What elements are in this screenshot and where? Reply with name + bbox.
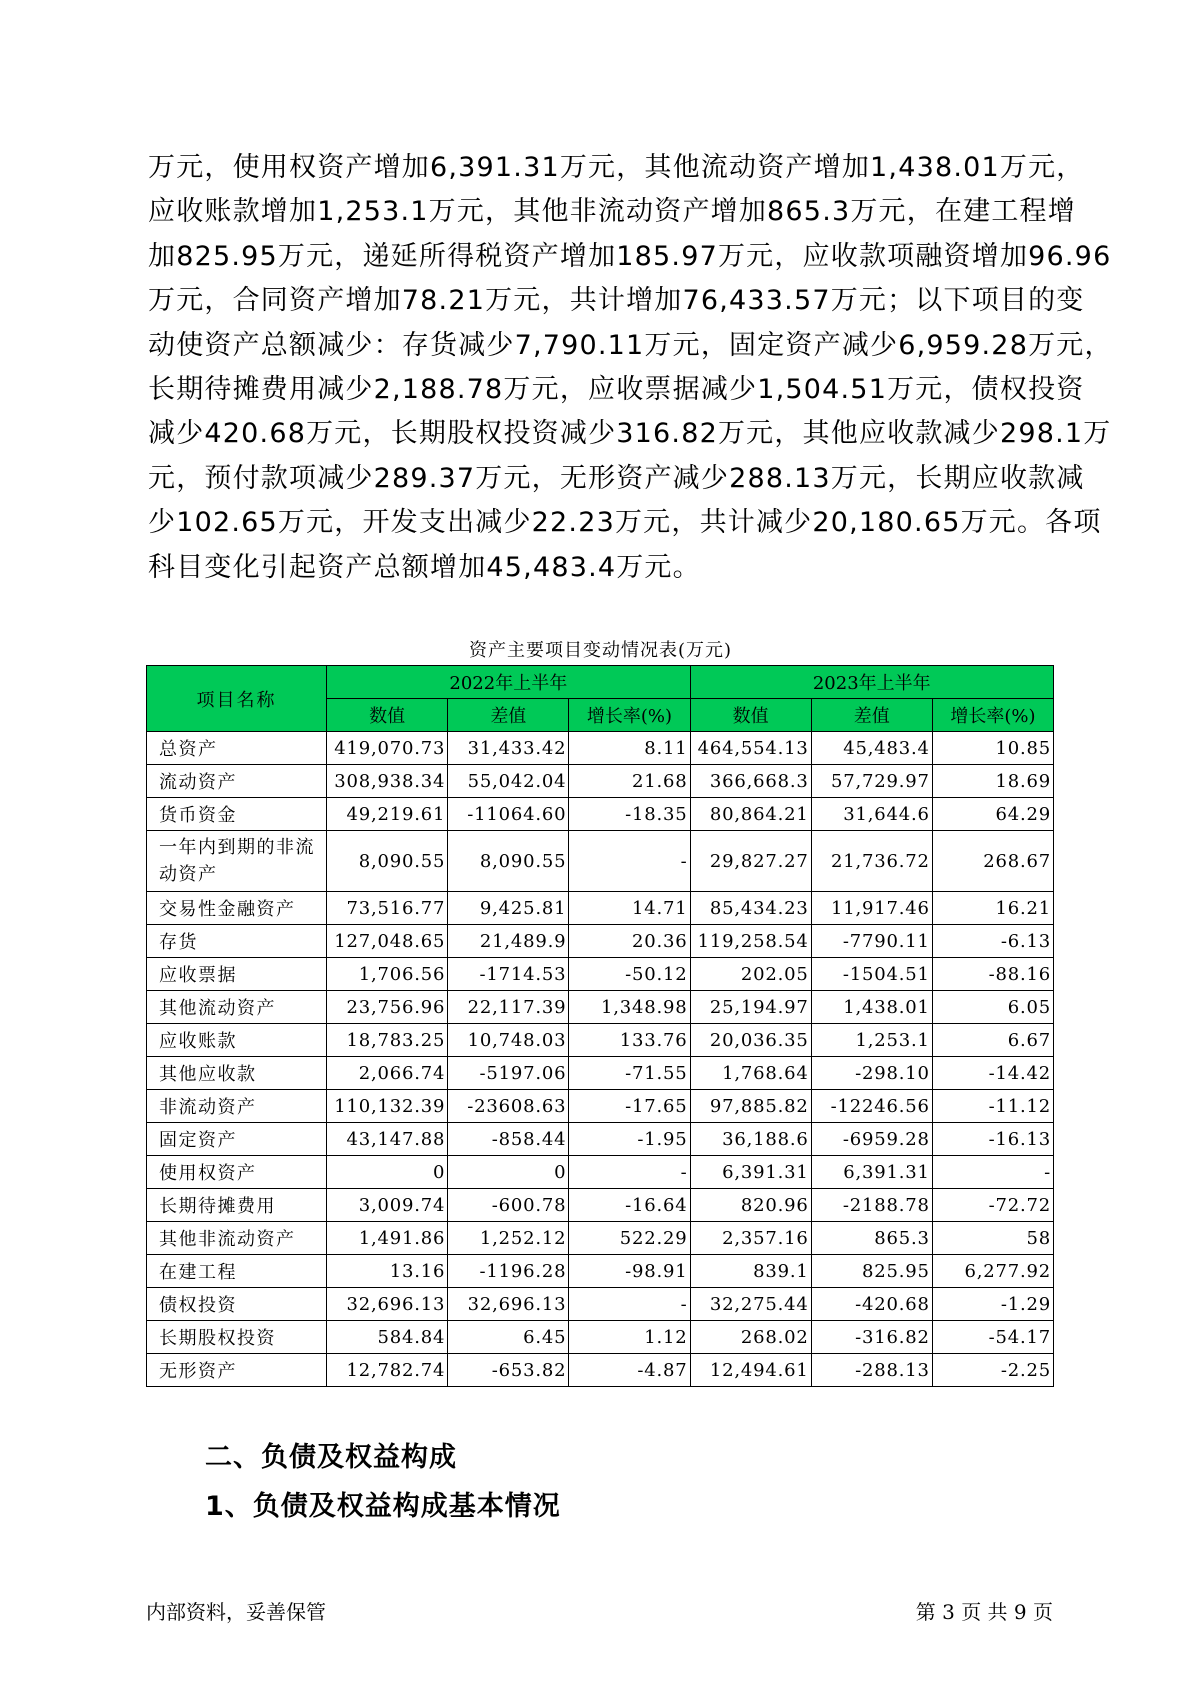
row-value-cell: -72.72 — [932, 1189, 1053, 1222]
table-row — [147, 1090, 1054, 1123]
table-row — [147, 925, 1054, 958]
row-value-cell: 6,391.31 — [690, 1156, 811, 1189]
row-value-cell: -316.82 — [811, 1321, 932, 1354]
table-row — [147, 1354, 1054, 1387]
row-value-cell: 22,117.39 — [448, 991, 569, 1024]
row-value-cell: 419,070.73 — [327, 732, 448, 765]
row-item-name: 债权投资 — [147, 1288, 327, 1321]
row-value-cell: -600.78 — [448, 1189, 569, 1222]
row-value-cell: -50.12 — [569, 958, 690, 991]
row-value-cell: 133.76 — [569, 1024, 690, 1057]
row-value-cell: 865.3 — [811, 1222, 932, 1255]
row-item-name: 流动资产 — [147, 765, 327, 798]
row-value-cell: 127,048.65 — [327, 925, 448, 958]
table-body — [147, 732, 1054, 1387]
table-row — [147, 1123, 1054, 1156]
row-value-cell: 268.67 — [932, 831, 1053, 892]
row-value-cell: 825.95 — [811, 1255, 932, 1288]
table-row — [147, 798, 1054, 831]
section-heading: 二、负债及权益构成 — [205, 1442, 457, 1473]
row-value-cell: 1,706.56 — [327, 958, 448, 991]
row-value-cell: 25,194.97 — [690, 991, 811, 1024]
header-diff-2022: 差值 — [448, 699, 569, 732]
row-item-name: 交易性金融资产 — [147, 892, 327, 925]
row-value-cell: 6,277.92 — [932, 1255, 1053, 1288]
row-value-cell: -288.13 — [811, 1354, 932, 1387]
row-value-cell: - — [569, 1156, 690, 1189]
row-value-cell: 110,132.39 — [327, 1090, 448, 1123]
row-value-cell: 522.29 — [569, 1222, 690, 1255]
row-value-cell: -4.87 — [569, 1354, 690, 1387]
asset-change-table — [146, 665, 1054, 1387]
row-value-cell: -5197.06 — [448, 1057, 569, 1090]
row-value-cell: 584.84 — [327, 1321, 448, 1354]
header-diff-2023: 差值 — [811, 699, 932, 732]
paragraph-line: 动使资产总额减少：存货减少7,790.11万元，固定资产减少6,959.28万元， — [148, 329, 1113, 361]
subsection-heading: 1、负债及权益构成基本情况 — [205, 1491, 561, 1522]
paragraph-line: 长期待摊费用减少2,188.78万元，应收票据减少1,504.51万元，债权投资 — [148, 373, 1085, 405]
row-item-name: 长期待摊费用 — [147, 1189, 327, 1222]
row-value-cell: - — [569, 1288, 690, 1321]
row-value-cell: -17.65 — [569, 1090, 690, 1123]
row-item-name: 非流动资产 — [147, 1090, 327, 1123]
row-value-cell: 3,009.74 — [327, 1189, 448, 1222]
table-row — [147, 1189, 1054, 1222]
row-value-cell: 29,827.27 — [690, 831, 811, 892]
row-value-cell: -2.25 — [932, 1354, 1053, 1387]
row-value-cell: 202.05 — [690, 958, 811, 991]
table-caption: 资产主要项目变动情况表(万元) — [468, 640, 733, 661]
row-value-cell: 6.45 — [448, 1321, 569, 1354]
table-row — [147, 1288, 1054, 1321]
row-value-cell: 0 — [448, 1156, 569, 1189]
row-item-name: 在建工程 — [147, 1255, 327, 1288]
paragraph-line: 科目变化引起资产总额增加45,483.4万元。 — [148, 551, 701, 583]
table-row — [147, 1222, 1054, 1255]
row-value-cell: 13.16 — [327, 1255, 448, 1288]
header-row-periods — [147, 666, 1054, 699]
row-item-name: 总资产 — [147, 732, 327, 765]
row-value-cell: -298.10 — [811, 1057, 932, 1090]
row-value-cell: 1,491.86 — [327, 1222, 448, 1255]
row-value-cell: 1,348.98 — [569, 991, 690, 1024]
footer-confidential-note: 内部资料，妥善保管 — [146, 1600, 326, 1624]
table-row — [147, 1057, 1054, 1090]
row-value-cell: -11064.60 — [448, 798, 569, 831]
row-value-cell: -6.13 — [932, 925, 1053, 958]
row-value-cell: -23608.63 — [448, 1090, 569, 1123]
row-item-name: 使用权资产 — [147, 1156, 327, 1189]
row-item-name: 应收票据 — [147, 958, 327, 991]
row-value-cell: 58 — [932, 1222, 1053, 1255]
row-value-cell: -1714.53 — [448, 958, 569, 991]
row-value-cell: 308,938.34 — [327, 765, 448, 798]
row-value-cell: 32,275.44 — [690, 1288, 811, 1321]
row-value-cell: 10,748.03 — [448, 1024, 569, 1057]
paragraph-line: 加825.95万元，递延所得税资产增加185.97万元，应收款项融资增加96.96 — [148, 240, 1112, 272]
table-row — [147, 765, 1054, 798]
table-row — [147, 1321, 1054, 1354]
table-row — [147, 1156, 1054, 1189]
row-value-cell: -14.42 — [932, 1057, 1053, 1090]
row-value-cell: 11,917.46 — [811, 892, 932, 925]
header-rate-2022: 增长率(%) — [569, 699, 690, 732]
row-value-cell: 0 — [327, 1156, 448, 1189]
row-value-cell: 32,696.13 — [448, 1288, 569, 1321]
row-value-cell: 8,090.55 — [327, 831, 448, 892]
row-item-name: 其他非流动资产 — [147, 1222, 327, 1255]
row-value-cell: -1196.28 — [448, 1255, 569, 1288]
row-value-cell: 820.96 — [690, 1189, 811, 1222]
row-value-cell: -1.29 — [932, 1288, 1053, 1321]
row-value-cell: -71.55 — [569, 1057, 690, 1090]
row-item-name: 无形资产 — [147, 1354, 327, 1387]
row-value-cell: 21.68 — [569, 765, 690, 798]
row-value-cell: 1,252.12 — [448, 1222, 569, 1255]
row-value-cell: -12246.56 — [811, 1090, 932, 1123]
row-value-cell: 12,494.61 — [690, 1354, 811, 1387]
row-value-cell: 8,090.55 — [448, 831, 569, 892]
row-value-cell: -1.95 — [569, 1123, 690, 1156]
row-value-cell: 55,042.04 — [448, 765, 569, 798]
row-value-cell: 97,885.82 — [690, 1090, 811, 1123]
header-period-2023: 2023年上半年 — [690, 666, 1053, 699]
header-period-2022: 2022年上半年 — [327, 666, 690, 699]
row-item-name: 货币资金 — [147, 798, 327, 831]
row-value-cell: -54.17 — [932, 1321, 1053, 1354]
row-value-cell: 16.21 — [932, 892, 1053, 925]
row-value-cell: - — [932, 1156, 1053, 1189]
row-value-cell: -18.35 — [569, 798, 690, 831]
row-value-cell: 43,147.88 — [327, 1123, 448, 1156]
row-value-cell: 49,219.61 — [327, 798, 448, 831]
header-rate-2023: 增长率(%) — [932, 699, 1053, 732]
row-value-cell: -420.68 — [811, 1288, 932, 1321]
row-value-cell: 20.36 — [569, 925, 690, 958]
row-value-cell: -11.12 — [932, 1090, 1053, 1123]
row-value-cell: 6.05 — [932, 991, 1053, 1024]
paragraph-line: 万元，合同资产增加78.21万元，共计增加76,433.57万元；以下项目的变 — [148, 285, 1085, 317]
footer-page-number: 第 3 页 共 9 页 — [915, 1600, 1053, 1624]
row-value-cell: 8.11 — [569, 732, 690, 765]
row-value-cell: 2,357.16 — [690, 1222, 811, 1255]
row-value-cell: 6.67 — [932, 1024, 1053, 1057]
row-value-cell: 23,756.96 — [327, 991, 448, 1024]
row-value-cell: 21,489.9 — [448, 925, 569, 958]
header-value-2022: 数值 — [327, 699, 448, 732]
row-value-cell: 45,483.4 — [811, 732, 932, 765]
row-item-name: 固定资产 — [147, 1123, 327, 1156]
row-value-cell: -7790.11 — [811, 925, 932, 958]
row-value-cell: 36,188.6 — [690, 1123, 811, 1156]
row-value-cell: 80,864.21 — [690, 798, 811, 831]
table-row — [147, 892, 1054, 925]
row-item-name: 应收账款 — [147, 1024, 327, 1057]
row-value-cell: 57,729.97 — [811, 765, 932, 798]
paragraph-line: 减少420.68万元，长期股权投资减少316.82万元，其他应收款减少298.1万 — [148, 418, 1112, 450]
row-value-cell: 2,066.74 — [327, 1057, 448, 1090]
row-value-cell: 1,768.64 — [690, 1057, 811, 1090]
row-item-name: 其他流动资产 — [147, 991, 327, 1024]
row-value-cell: 32,696.13 — [327, 1288, 448, 1321]
row-value-cell: 31,433.42 — [448, 732, 569, 765]
row-value-cell: 21,736.72 — [811, 831, 932, 892]
row-item-name: 长期股权投资 — [147, 1321, 327, 1354]
header-item-name: 项目名称 — [147, 666, 327, 732]
paragraph-line: 少102.65万元，开发支出减少22.23万元，共计减少20,180.65万元。各项 — [148, 507, 1102, 539]
row-value-cell: -653.82 — [448, 1354, 569, 1387]
row-value-cell: 85,434.23 — [690, 892, 811, 925]
row-value-cell: 12,782.74 — [327, 1354, 448, 1387]
row-value-cell: 14.71 — [569, 892, 690, 925]
row-value-cell: -88.16 — [932, 958, 1053, 991]
row-value-cell: 6,391.31 — [811, 1156, 932, 1189]
row-value-cell: 119,258.54 — [690, 925, 811, 958]
row-value-cell: -16.64 — [569, 1189, 690, 1222]
body-paragraph — [148, 146, 1113, 590]
table-row — [147, 1024, 1054, 1057]
row-value-cell: 366,668.3 — [690, 765, 811, 798]
row-value-cell: 464,554.13 — [690, 732, 811, 765]
header-value-2023: 数值 — [690, 699, 811, 732]
row-value-cell: 10.85 — [932, 732, 1053, 765]
row-value-cell: 1,253.1 — [811, 1024, 932, 1057]
row-value-cell: 1,438.01 — [811, 991, 932, 1024]
table-row — [147, 831, 1054, 892]
paragraph-line: 元，预付款项减少289.37万元，无形资产减少288.13万元，长期应收款减 — [148, 462, 1085, 494]
row-value-cell: 18.69 — [932, 765, 1053, 798]
row-value-cell: 1.12 — [569, 1321, 690, 1354]
row-value-cell: 9,425.81 — [448, 892, 569, 925]
row-value-cell: 18,783.25 — [327, 1024, 448, 1057]
row-value-cell: 20,036.35 — [690, 1024, 811, 1057]
table-row — [147, 958, 1054, 991]
row-value-cell: -16.13 — [932, 1123, 1053, 1156]
row-item-name: 存货 — [147, 925, 327, 958]
row-value-cell: -1504.51 — [811, 958, 932, 991]
row-value-cell: - — [569, 831, 690, 892]
paragraph-line: 万元，使用权资产增加6,391.31万元，其他流动资产增加1,438.01万元， — [148, 152, 1085, 183]
row-value-cell: 64.29 — [932, 798, 1053, 831]
row-value-cell: -6959.28 — [811, 1123, 932, 1156]
row-item-name: 其他应收款 — [147, 1057, 327, 1090]
row-value-cell: -2188.78 — [811, 1189, 932, 1222]
table-row — [147, 732, 1054, 765]
row-value-cell: 839.1 — [690, 1255, 811, 1288]
paragraph-line: 应收账款增加1,253.1万元，其他非流动资产增加865.3万元，在建工程增 — [148, 196, 1076, 228]
row-item-name: 一年内到期的非流动资产 — [147, 831, 327, 892]
row-value-cell: -858.44 — [448, 1123, 569, 1156]
row-value-cell: 31,644.6 — [811, 798, 932, 831]
table-row — [147, 1255, 1054, 1288]
row-value-cell: -98.91 — [569, 1255, 690, 1288]
row-value-cell: 73,516.77 — [327, 892, 448, 925]
table-row — [147, 991, 1054, 1024]
row-value-cell: 268.02 — [690, 1321, 811, 1354]
